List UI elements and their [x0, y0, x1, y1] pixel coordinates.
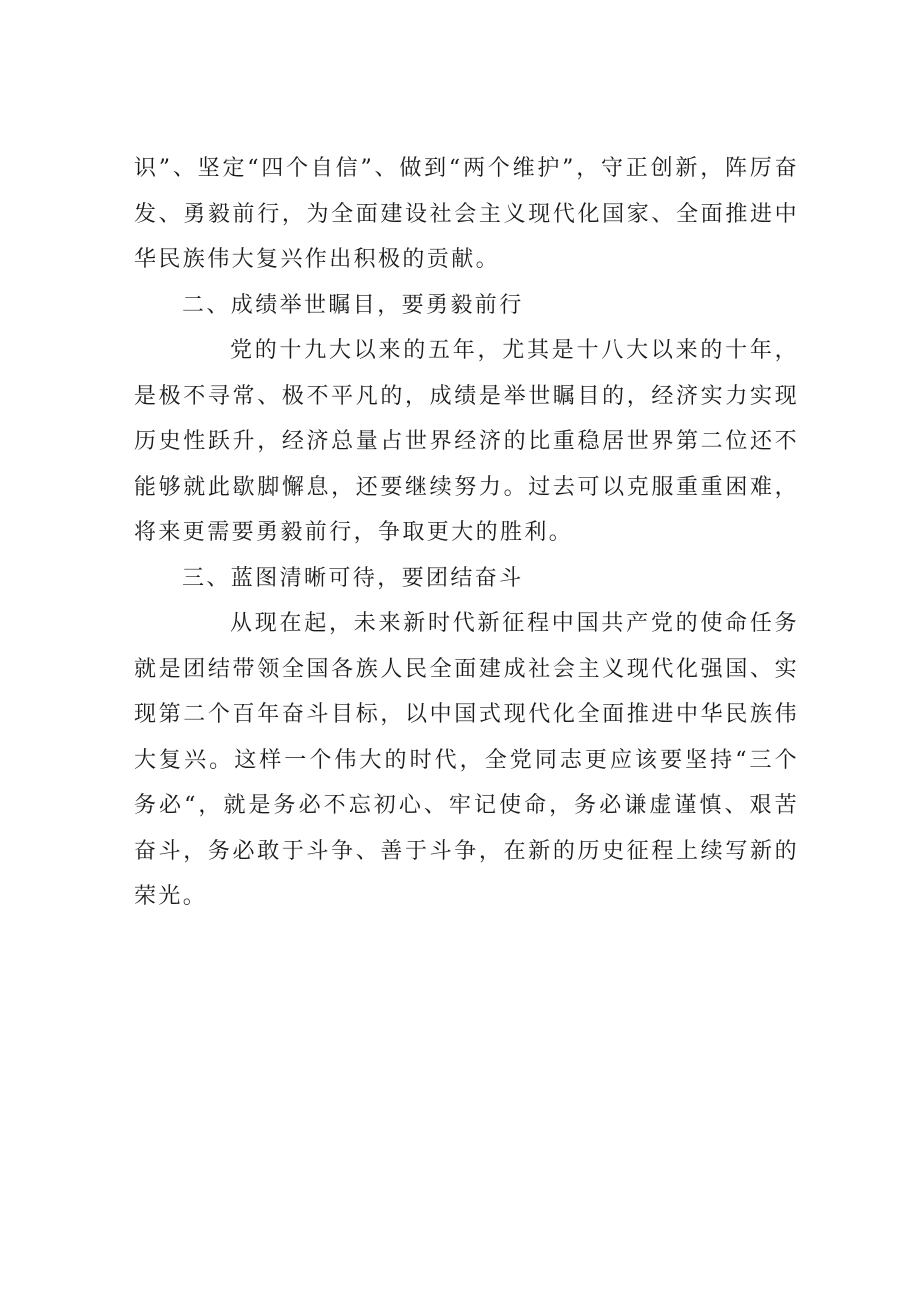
continued-paragraph: 识”、坚定“四个自信”、做到“两个维护”，守正创新，阵厉奋发、勇毅前行，为全面建设社会主义现代化国家、全面推进中华民族伟大复兴作出积极的贡献。 [134, 156, 799, 272]
section-heading-3: 三、蓝图清晰可待，要团结奋斗 [182, 565, 524, 591]
document-body [134, 146, 799, 920]
section-heading-2: 二、成绩举世瞩目，要勇毅前行 [182, 292, 524, 318]
section-body-3: 从现在起，未来新时代新征程中国共产党的使命任务就是团结带领全国各族人民全面建成社会主义现代化强国、实现第二个百年奋斗目标，以中国式现代化全面推进中华民族伟大复兴。这样一个伟大的时代，全党同志更应该要坚持“三个务必“，就是务必不忘初心、牢记使命，务必谦虚谨慎、艰苦奋斗，务必敢于斗争、善于斗争，在新的历史征程上续写新的荣光。 [134, 611, 799, 909]
section-body-2: 党的十九大以来的五年，尤其是十八大以来的十年，是极不寻常、极不平凡的，成绩是举世瞩目的，经济实力实现历史性跃升，经济总量占世界经济的比重稳居世界第二位还不能够就此歇脚懈息，还要继续努力。过去可以克服重重困难，将来更需要勇毅前行，争取更大的胜利。 [134, 338, 799, 545]
